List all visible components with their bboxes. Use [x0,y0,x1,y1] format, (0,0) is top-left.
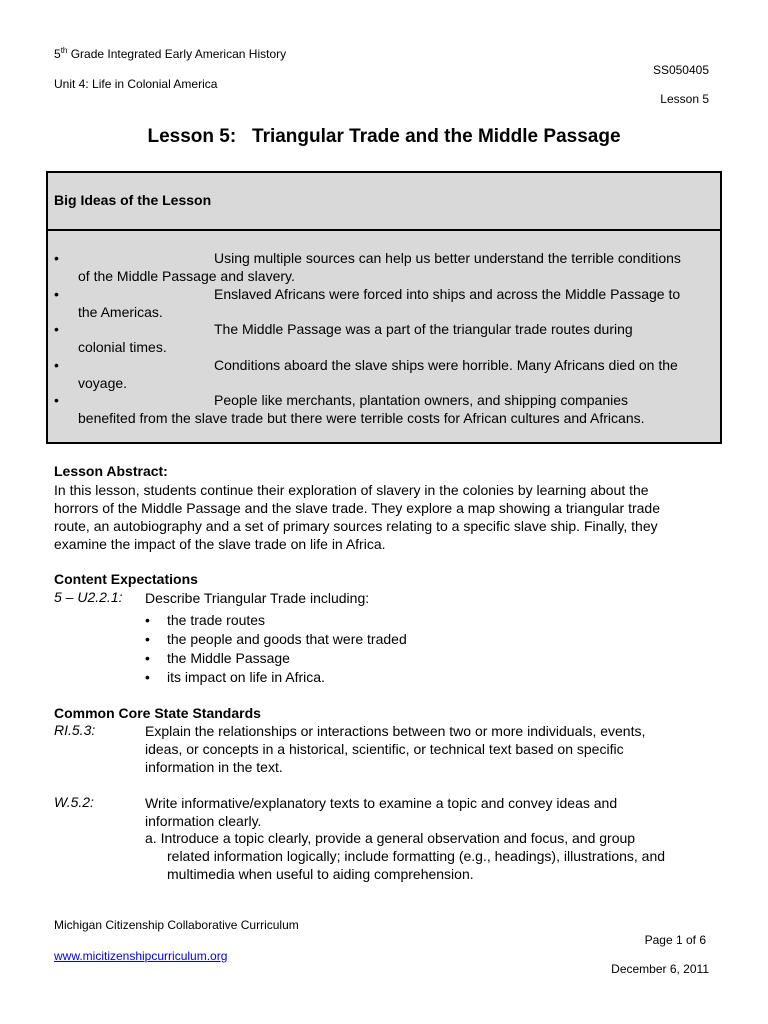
ri-text: Explain the relationships or interactions between two or more individuals, events, ideas, or concepts in a historical, scientific, or technical text based on specific information in the text. [145,723,646,775]
list-item: • its impact on life in Africa. [145,668,407,687]
list-item: • the Middle Passage [145,649,407,668]
footer-org: Michigan Citizenship Collaborative Curriculum [54,918,299,932]
big-idea-item: • Using multiple sources can help us better understand the terrible conditions of the Middle Passage and slavery. [54,250,681,284]
footer-url-link[interactable]: www.micitizenshipcurriculum.org [54,949,228,963]
abstract-heading: Lesson Abstract: [54,463,168,479]
big-idea-item: • The Middle Passage was a part of the triangular trade routes during colonial times. [54,321,633,355]
grade-superscript: th [60,46,68,55]
content-code: 5 – U2.2.1: [54,589,123,605]
list-item: • the trade routes [145,611,407,630]
w-text: Write informative/explanatory texts to examine a topic and convey ideas and information clearly. [145,795,618,829]
big-idea-item: • People like merchants, plantation owners, and shipping companies benefited from the slave trade but there were terrible costs for African cultures and Africans. [54,392,645,426]
content-text: Describe Triangular Trade including: [145,590,370,606]
footer-date: December 6, 2011 [611,962,709,976]
lesson-number: Lesson 5 [660,92,709,106]
bullet-icon: • [54,321,59,337]
big-idea-item: • Enslaved Africans were forced into ships and across the Middle Passage to the Americas. [54,286,681,320]
list-item: • the people and goods that were traded [145,630,407,649]
big-ideas-box [46,171,722,444]
bullet-icon: • [54,286,59,302]
abstract-text: In this lesson, students continue their exploration of slavery in the colonies by learning about the horrors of the Middle Passage and the slave trade. They explore a map showing a triangular trade route, an autobiography and a set of primary sources relating to a specific slave ship. Finally, they examine the impact of the slave trade on life in Africa. [54,482,660,552]
ri-code: RI.5.3: [54,722,96,738]
footer-page: Page 1 of 6 [644,933,706,947]
unit-header: Unit 4: Life in Colonial America [54,77,218,91]
big-ideas-heading: Big Ideas of the Lesson [54,192,212,208]
bullet-icon: • [54,250,59,266]
grade-course: Grade Integrated Early American History [67,47,287,61]
big-idea-item: • Conditions aboard the slave ships were horrible. Many Africans died on the voyage. [54,357,678,391]
content-heading: Content Expectations [54,571,198,587]
bullet-icon: • [54,357,59,373]
bullet-icon: • [54,392,59,408]
content-list [145,611,407,687]
big-ideas-header [48,173,720,231]
page-title: Lesson 5: Triangular Trade and the Middle Passage [147,126,621,147]
grade-number: 5 [54,47,61,61]
w-code: W.5.2: [54,794,94,810]
grade-header [54,46,286,61]
standards-heading: Common Core State Standards [54,705,261,721]
w-subitem: a. Introduce a topic clearly, provide a general observation and focus, and group related information logically; include formatting (e.g., headings), illustrations, and multimedia when useful to aiding comprehension. [145,830,666,882]
lesson-code: SS050405 [652,63,709,77]
